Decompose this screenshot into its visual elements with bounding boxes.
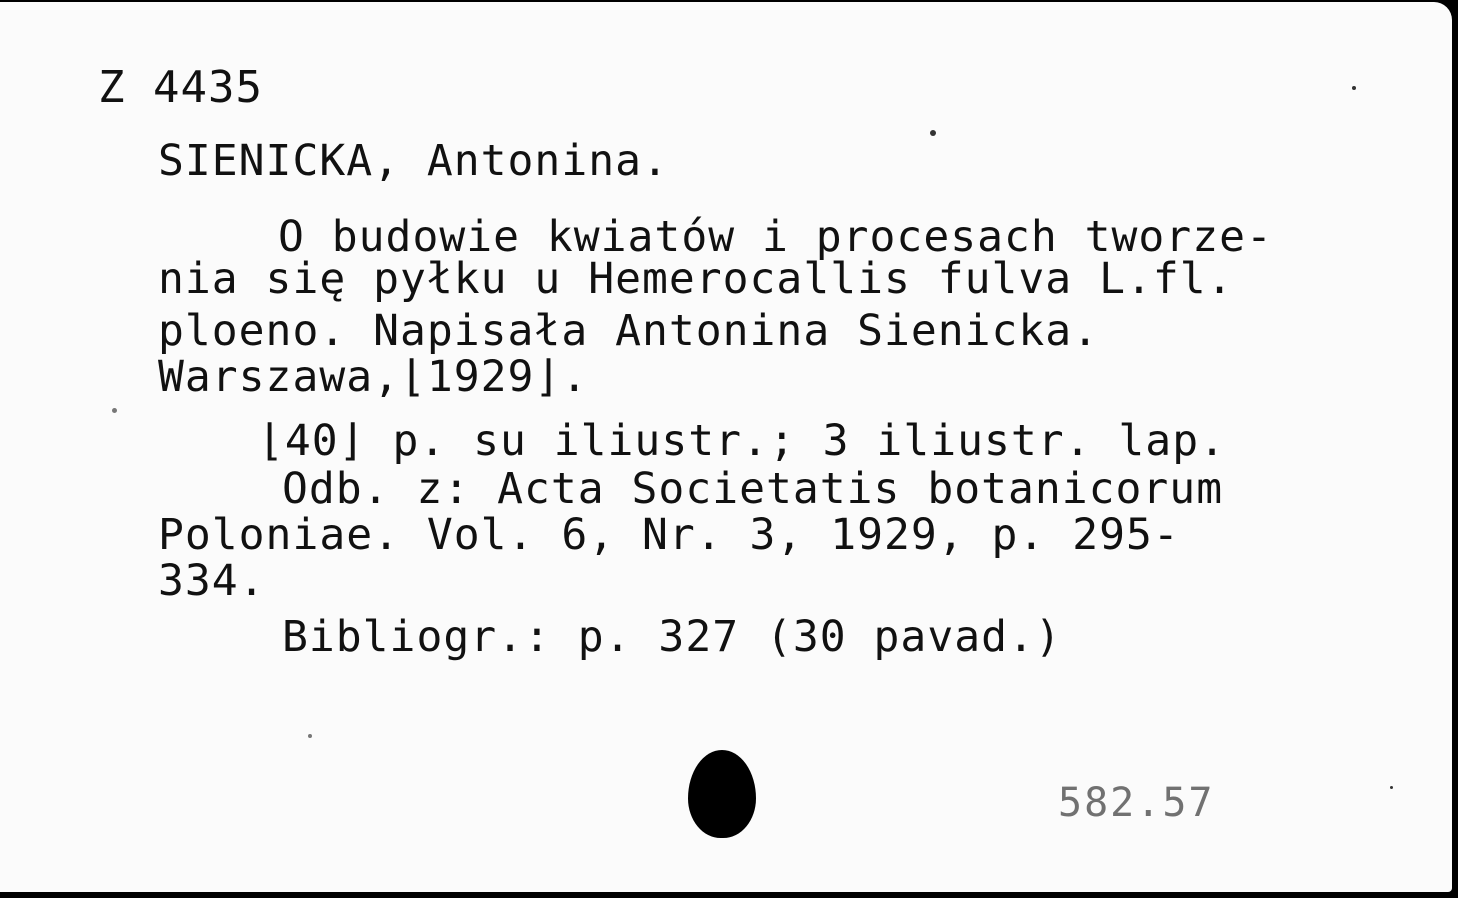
speck: [112, 408, 117, 413]
title-line-2: nia się pyłku u Hemerocallis fulva L.fl.: [158, 254, 1234, 304]
source-line-1: Odb. z: Acta Societatis botanicorum: [282, 464, 1224, 514]
catalog-card: [0, 2, 1452, 892]
call-number: Z 4435: [98, 62, 263, 113]
author-heading: SIENICKA, Antonina.: [158, 136, 669, 186]
speck: [1390, 786, 1393, 789]
speck: [930, 130, 936, 136]
bibliography-note: Bibliogr.: p. 327 (30 pavad.): [282, 612, 1062, 662]
source-line-3: 334.: [158, 556, 266, 606]
punch-hole: [688, 750, 756, 838]
source-line-2: Poloniae. Vol. 6, Nr. 3, 1929, p. 295-: [158, 510, 1180, 560]
speck: [308, 734, 312, 738]
title-line-4: Warszawa,⌊1929⌋.: [158, 352, 589, 402]
title-line-1: O budowie kwiatów i procesach tworze-: [278, 212, 1273, 262]
title-line-3: ploeno. Napisała Antonina Sienicka.: [158, 306, 1100, 356]
collation-line: ⌊40⌋ p. su iliustr.; 3 iliustr. lap.: [258, 416, 1226, 466]
speck: [1352, 86, 1356, 90]
shelf-mark: 582.57: [1058, 780, 1215, 826]
